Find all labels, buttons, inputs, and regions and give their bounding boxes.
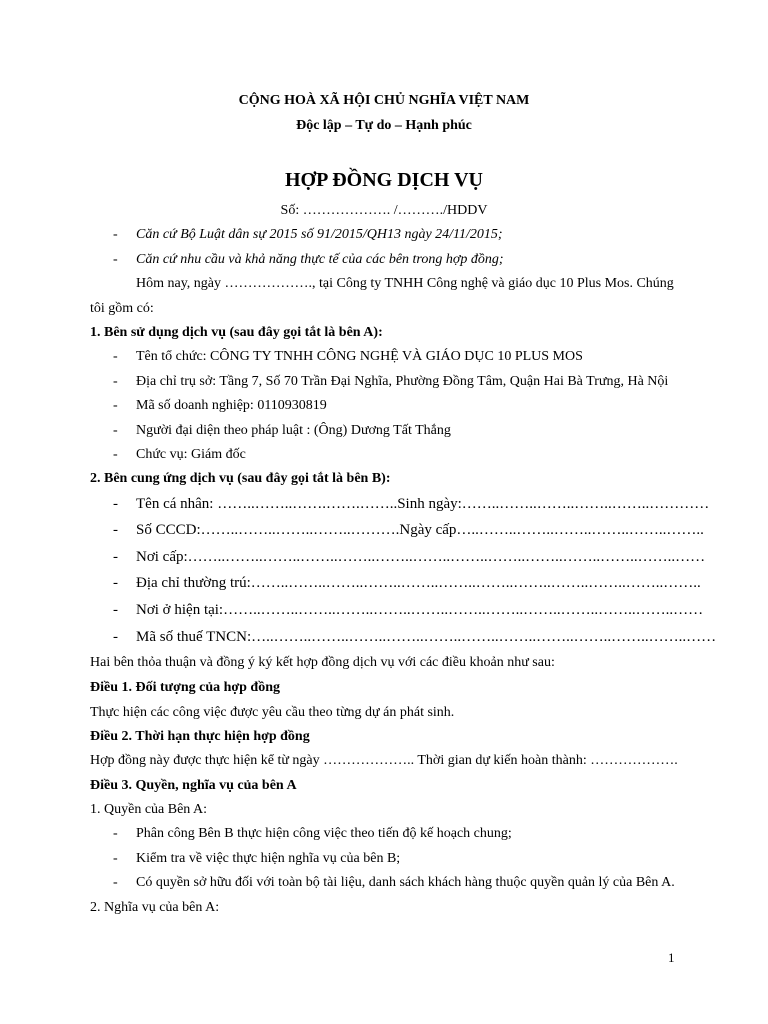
- party-b-item: [0, 574, 768, 592]
- party-b-text: Số CCCD:……..……..……..……..……….Ngày cấp…..……..……..……..……..……..……..: [136, 522, 704, 538]
- rights-text: Phân công Bên B thực hiện công việc theo tiến độ kế hoạch chung;: [136, 826, 512, 841]
- bullet-dash: -: [113, 423, 118, 438]
- rights-item: [0, 825, 768, 843]
- party-a-text: Địa chỉ trụ sở: Tầng 7, Số 70 Trần Đại Nghĩa, Phường Đồng Tâm, Quận Hai Bà Trưng, Hà Nội: [136, 374, 669, 389]
- bullet-dash: -: [113, 496, 118, 512]
- agreement-text: Hai bên thỏa thuận và đồng ý ký kết hợp đồng dịch vụ với các điều khoản như sau:: [90, 655, 555, 670]
- party-b-item: [0, 521, 768, 539]
- basis-text: Căn cứ Bộ Luật dân sự 2015 số 91/2015/QH13 ngày 24/11/2015;: [136, 227, 503, 242]
- bullet-dash: -: [113, 252, 118, 267]
- party-a-item: [0, 397, 768, 415]
- party-a-text: Người đại diện theo pháp luật : (Ông) Dương Tất Thắng: [136, 423, 451, 438]
- intro-line-2: tôi gồm có:: [90, 301, 154, 316]
- basis-item: [0, 251, 768, 269]
- article-1-body: Thực hiện các công việc được yêu cầu theo từng dự án phát sinh.: [90, 705, 455, 720]
- party-b-item: [0, 628, 768, 646]
- basis-text: Căn cứ nhu cầu và khả năng thực tế của các bên trong hợp đồng;: [136, 252, 504, 267]
- party-a-text: Tên tổ chức: CÔNG TY TNHH CÔNG NGHỆ VÀ GIÁO DỤC 10 PLUS MOS: [136, 349, 583, 364]
- bullet-dash: -: [113, 875, 118, 890]
- bullet-dash: -: [113, 227, 118, 242]
- party-a-heading: 1. Bên sử dụng dịch vụ (sau đây gọi tắt là bên A):: [90, 325, 383, 340]
- party-b-item: [0, 601, 768, 619]
- party-b-item: [0, 495, 768, 513]
- bullet-dash: -: [113, 398, 118, 413]
- intro-line-1: Hôm nay, ngày ………………., tại Công ty TNHH Công nghệ và giáo dục 10 Plus Mos. Chúng: [136, 276, 674, 291]
- bullet-dash: -: [113, 549, 118, 565]
- party-a-item: [0, 446, 768, 464]
- party-a-text: Chức vụ: Giám đốc: [136, 447, 246, 462]
- basis-item: [0, 226, 768, 244]
- bullet-dash: -: [113, 349, 118, 364]
- article-2-body: Hợp đồng này được thực hiện kể từ ngày ……………….. Thời gian dự kiến hoàn thành: ……………….: [90, 753, 678, 768]
- bullet-dash: -: [113, 447, 118, 462]
- bullet-dash: -: [113, 851, 118, 866]
- rights-item: [0, 850, 768, 868]
- bullet-dash: -: [113, 522, 118, 538]
- bullet-dash: -: [113, 629, 118, 645]
- duties-heading: 2. Nghĩa vụ của bên A:: [90, 900, 220, 915]
- contract-number: Số: ………………. /………./HDDV: [280, 203, 488, 218]
- party-b-text: Tên cá nhân: ……..……..…….…….……..Sinh ngày:……..……..……..……..……..…………: [136, 496, 710, 512]
- bullet-dash: -: [113, 374, 118, 389]
- nation-heading: CỘNG HOÀ XÃ HỘI CHỦ NGHĨA VIỆT NAM: [238, 93, 530, 108]
- party-b-heading: 2. Bên cung ứng dịch vụ (sau đây gọi tắt là bên B):: [90, 471, 391, 486]
- party-a-text: Mã số doanh nghiệp: 0110930819: [136, 398, 327, 413]
- party-a-item: [0, 373, 768, 391]
- article-1-heading: Điều 1. Đối tượng của hợp đồng: [90, 680, 280, 695]
- rights-text: Có quyền sở hữu đối với toàn bộ tài liệu, danh sách khách hàng thuộc quyền quản lý của Bên A.: [136, 875, 675, 890]
- party-a-item: [0, 348, 768, 366]
- rights-text: Kiểm tra về việc thực hiện nghĩa vụ của bên B;: [136, 851, 401, 866]
- party-b-text: Mã số thuế TNCN:…..……..……..……..……..……..……..……..……..……..……..……..……: [136, 629, 717, 645]
- party-b-text: Địa chỉ thường trú:……..……..……..……..……..……..……..……..……..……..……..……..: [136, 575, 701, 591]
- motto: Độc lập – Tự do – Hạnh phúc: [296, 118, 472, 133]
- page-number: 1: [668, 950, 675, 965]
- bullet-dash: -: [113, 826, 118, 841]
- article-2-heading: Điều 2. Thời hạn thực hiện hợp đồng: [90, 729, 310, 744]
- party-b-text: Nơi ở hiện tại:……..……..……..……..……..……..……..……..……..……..……..……..……: [136, 602, 704, 618]
- party-a-item: [0, 422, 768, 440]
- contract-title: HỢP ĐỒNG DỊCH VỤ: [285, 169, 483, 191]
- bullet-dash: -: [113, 602, 118, 618]
- party-b-text: Nơi cấp:……..……..……..……..……..……..……..……..……..……..……..……..……..……: [136, 549, 706, 565]
- party-b-item: [0, 548, 768, 566]
- article-3-heading: Điều 3. Quyền, nghĩa vụ của bên A: [90, 778, 297, 793]
- bullet-dash: -: [113, 575, 118, 591]
- rights-item: [0, 874, 768, 892]
- rights-heading: 1. Quyền của Bên A:: [90, 802, 208, 817]
